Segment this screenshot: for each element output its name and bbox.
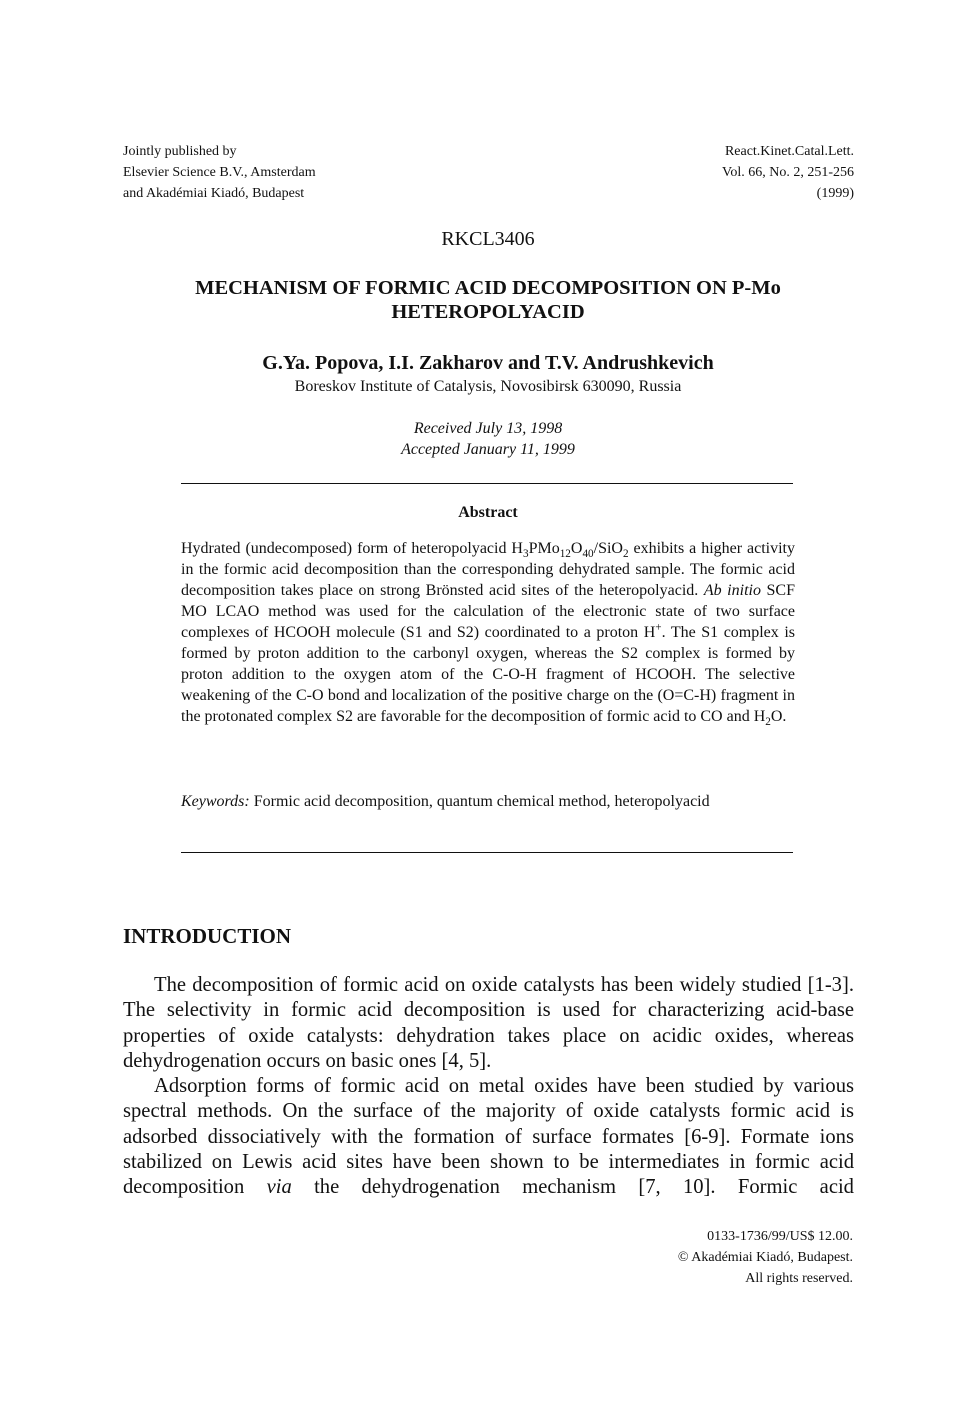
publisher-line: Jointly published by [123, 144, 237, 159]
abstract-text: Hydrated (undecomposed) form of heteropolyacid $H_3PMo_{12}O_{40}/SiO_2$ exhibits a higher activity in the formic acid decomposition than the corresponding dehydrated sample. The formic acid decomposition takes place on strong Brönsted acid sites of the heteropolyacid. Ab initio SCF MO LCAO method was used for the calculation of the electronic state of two surface complexes of HCOOH molecule (S1 and S2) coordinated to a proton H+. The S1 complex is formed by proton addition to the carbonyl oxygen, whereas the S2 complex is formed by proton addition to the oxygen atom of the C-O-H fragment of HCOOH. The selective weakening of the C-O bond and localization of the positive charge on the (O=C-H) fragment in the protonated complex S2 are favorable for the decomposition of formic acid to CO and $H_2O$. [181, 540, 796, 729]
copyright: © Akadémiai Kiadó, Budapest. [677, 1250, 853, 1265]
journal-name: React.Kinet.Catal.Lett. [724, 144, 854, 159]
paper-title: MECHANISM OF FORMIC ACID DECOMPOSITION ON P-Mo HETEROPOLYACID [195, 277, 781, 323]
paragraph: The decomposition of formic acid on oxide catalysts has been widely studied [1-3]. The selectivity in formic acid decomposition is used for characterizing acid-base properties of oxide catalysts: dehydration takes place on acidic oxides, whereas dehydrogenation occurs on basic ones [4, 5]. [123, 974, 854, 1072]
formula: $H_3PMo_{12}O_{40}/SiO_2$ [511, 540, 629, 561]
dates [0, 418, 976, 460]
divider-top [181, 483, 793, 484]
publisher-line: and Akadémiai Kiadó, Budapest [123, 186, 305, 201]
authors: G.Ya. Popova, I.I. Zakharov and T.V. Andrushkevich [262, 352, 714, 374]
introduction-body [123, 973, 854, 1201]
section-heading: INTRODUCTION [123, 924, 292, 948]
keywords-label: Keywords: [181, 793, 250, 810]
journal-citation [722, 141, 854, 204]
rights: All rights reserved. [745, 1271, 853, 1286]
abstract-heading: Abstract [458, 504, 518, 521]
received-date: Received July 13, 1998 [413, 420, 563, 437]
journal-volume: Vol. 66, No. 2, 251-256 [722, 165, 854, 180]
divider-bottom [181, 852, 793, 853]
copyright-notice [678, 1226, 853, 1289]
journal-year: (1999) [816, 186, 854, 201]
manuscript-code: RKCL3406 [441, 228, 535, 250]
publisher-info [123, 141, 316, 204]
keywords [181, 791, 795, 812]
publisher-line: Elsevier Science B.V., Amsterdam [123, 165, 316, 180]
paragraph: Adsorption forms of formic acid on metal oxides have been studied by various spectral methods. On the surface of the majority of oxide catalysts formic acid is adsorbed dissociatively with the formation of surface formates [6-9]. Formate ions stabilized on Lewis acid sites have been shown to be intermediates in formic acid decomposition via the dehydrogenation mechanism [7, 10]. Formic acid [123, 1075, 854, 1199]
accepted-date: Accepted January 11, 1999 [401, 441, 575, 458]
price-code: 0133-1736/99/US$ 12.00. [707, 1229, 853, 1244]
keywords-text: Formic acid decomposition, quantum chemical method, heteropolyacid [249, 793, 710, 810]
affiliation: Boreskov Institute of Catalysis, Novosibirsk 630090, Russia [294, 378, 682, 395]
